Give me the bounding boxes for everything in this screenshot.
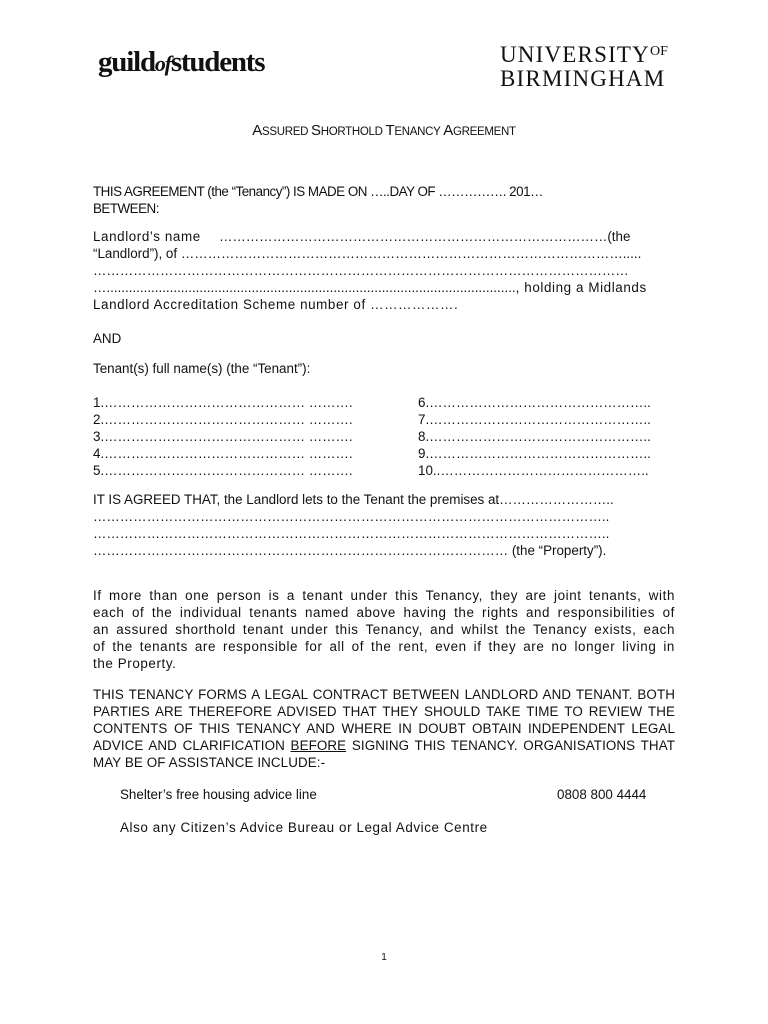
accreditation-number-line: Landlord Accreditation Scheme number of ………………. [93, 297, 459, 312]
title-smallcaps: SSURED [261, 126, 311, 138]
title-smallcaps: HORTHOLD [320, 126, 386, 138]
paragraph-line: THIS TENANCY FORMS A LEGAL CONTRACT BETWEEN LANDLORD AND TENANT. BOTH [93, 687, 675, 702]
between-label: BETWEEN: [93, 201, 159, 216]
joint-tenants-paragraph [93, 587, 675, 672]
paragraph-line: of the tenants are responsible for all of the rent, even if they are no longer living in [93, 639, 675, 654]
university-of: OF [650, 44, 668, 59]
property-blank-3: ………………………………………………………………………………… (the “Property”). [93, 543, 607, 558]
before-underlined: BEFORE [290, 738, 347, 753]
title-smallcaps: GREEMENT [452, 126, 516, 138]
tenant-left-1: 1.……………………………………… ………. [93, 395, 353, 410]
paragraph-line: the Property. [93, 656, 177, 671]
tenant-right-9: 9.………………………………………….. [418, 446, 651, 461]
guild-logo-part2: students [170, 46, 265, 78]
paragraph-line: CONTENTS OF THIS TENANCY AND WHERE IN DOUBT OBTAIN INDEPENDENT LEGAL [93, 721, 675, 736]
tenant-left-3: 3.……………………………………… ………. [93, 429, 353, 444]
landlord-address-blank: ………………………………………………………………………………………………………… [93, 263, 629, 278]
landlord-accreditation-blank: ….............................................................................................................. [93, 280, 516, 295]
holding-midlands-text: , holding a Midlands [515, 280, 647, 295]
tenant-right-6: 6.………………………………………….. [418, 395, 651, 410]
paragraph-line [93, 737, 675, 754]
guild-of-students-logo [98, 46, 264, 79]
guild-logo-of: of [154, 51, 171, 76]
tenants-label: Tenant(s) full name(s) (the “Tenant”): [93, 361, 311, 376]
tenant-right-7: 7.………………………………………….. [418, 412, 651, 427]
tenant-left-4: 4.……………………………………… ………. [93, 446, 353, 461]
paragraph-line: an assured shorthold tenant under this Tenancy, and whilst the Tenancy exists, each [93, 622, 675, 637]
legal-notice-paragraph [93, 686, 675, 771]
paragraph-line: each of the individual tenants named above having the rights and responsibilities of [93, 605, 675, 620]
notice-text: SIGNING THIS TENANCY. ORGANISATIONS THAT [346, 738, 676, 753]
tenant-right-8: 8.………………………………………….. [418, 429, 651, 444]
paragraph-line: MAY BE OF ASSISTANCE INCLUDE:- [93, 755, 326, 770]
title-letter: T [385, 122, 395, 139]
citizens-advice-text: Also any Citizen’s Advice Bureau or Legal Advice Centre [120, 820, 488, 835]
landlord-name-blank: ……………………………………………………………………………(the [219, 229, 631, 244]
tenant-right-10: 10..……………………………………….. [418, 463, 649, 478]
landlord-name-line [93, 228, 675, 245]
guild-logo-part1: guild [98, 46, 155, 78]
notice-text: ADVICE AND CLARIFICATION [93, 738, 291, 753]
university-line2: BIRMINGHAM [500, 66, 666, 91]
university-of-birmingham-logo [500, 40, 668, 91]
title-letter: A [252, 122, 262, 139]
title-letter: A [443, 122, 453, 139]
property-agreed-line: IT IS AGREED THAT, the Landlord lets to the Tenant the premises at…………………….. [93, 492, 614, 507]
page-number: 1 [381, 952, 387, 963]
title-smallcaps: ENANCY [394, 126, 444, 138]
university-line1: UNIVERSITY [500, 42, 650, 67]
agreement-date-line: THIS AGREEMENT (the “Tenancy”) IS MADE ON …..DAY OF ……………. 201… [93, 184, 543, 199]
landlord-accreditation-line [93, 279, 675, 296]
landlord-name-label: Landlord’s name [93, 229, 201, 244]
title-letter: S [311, 122, 321, 139]
tenant-left-2: 2.……………………………………… ………. [93, 412, 353, 427]
property-blank-2: …………………………………………………………………………………………………….. [93, 526, 610, 541]
landlord-address-line: “Landlord”), of ………………………………………………………………………………………..... [93, 246, 642, 261]
shelter-phone: 0808 800 4444 [557, 787, 647, 802]
paragraph-line: PARTIES ARE THEREFORE ADVISED THAT THEY SHOULD TAKE TIME TO REVIEW THE [93, 704, 675, 719]
document-title [0, 122, 768, 139]
tenant-left-5: 5.……………………………………… ………. [93, 463, 353, 478]
paragraph-line: If more than one person is a tenant under this Tenancy, they are joint tenants, with [93, 588, 675, 603]
property-blank-1: …………………………………………………………………………………………………….. [93, 509, 610, 524]
and-label: AND [93, 331, 122, 346]
shelter-label: Shelter’s free housing advice line [120, 787, 317, 802]
